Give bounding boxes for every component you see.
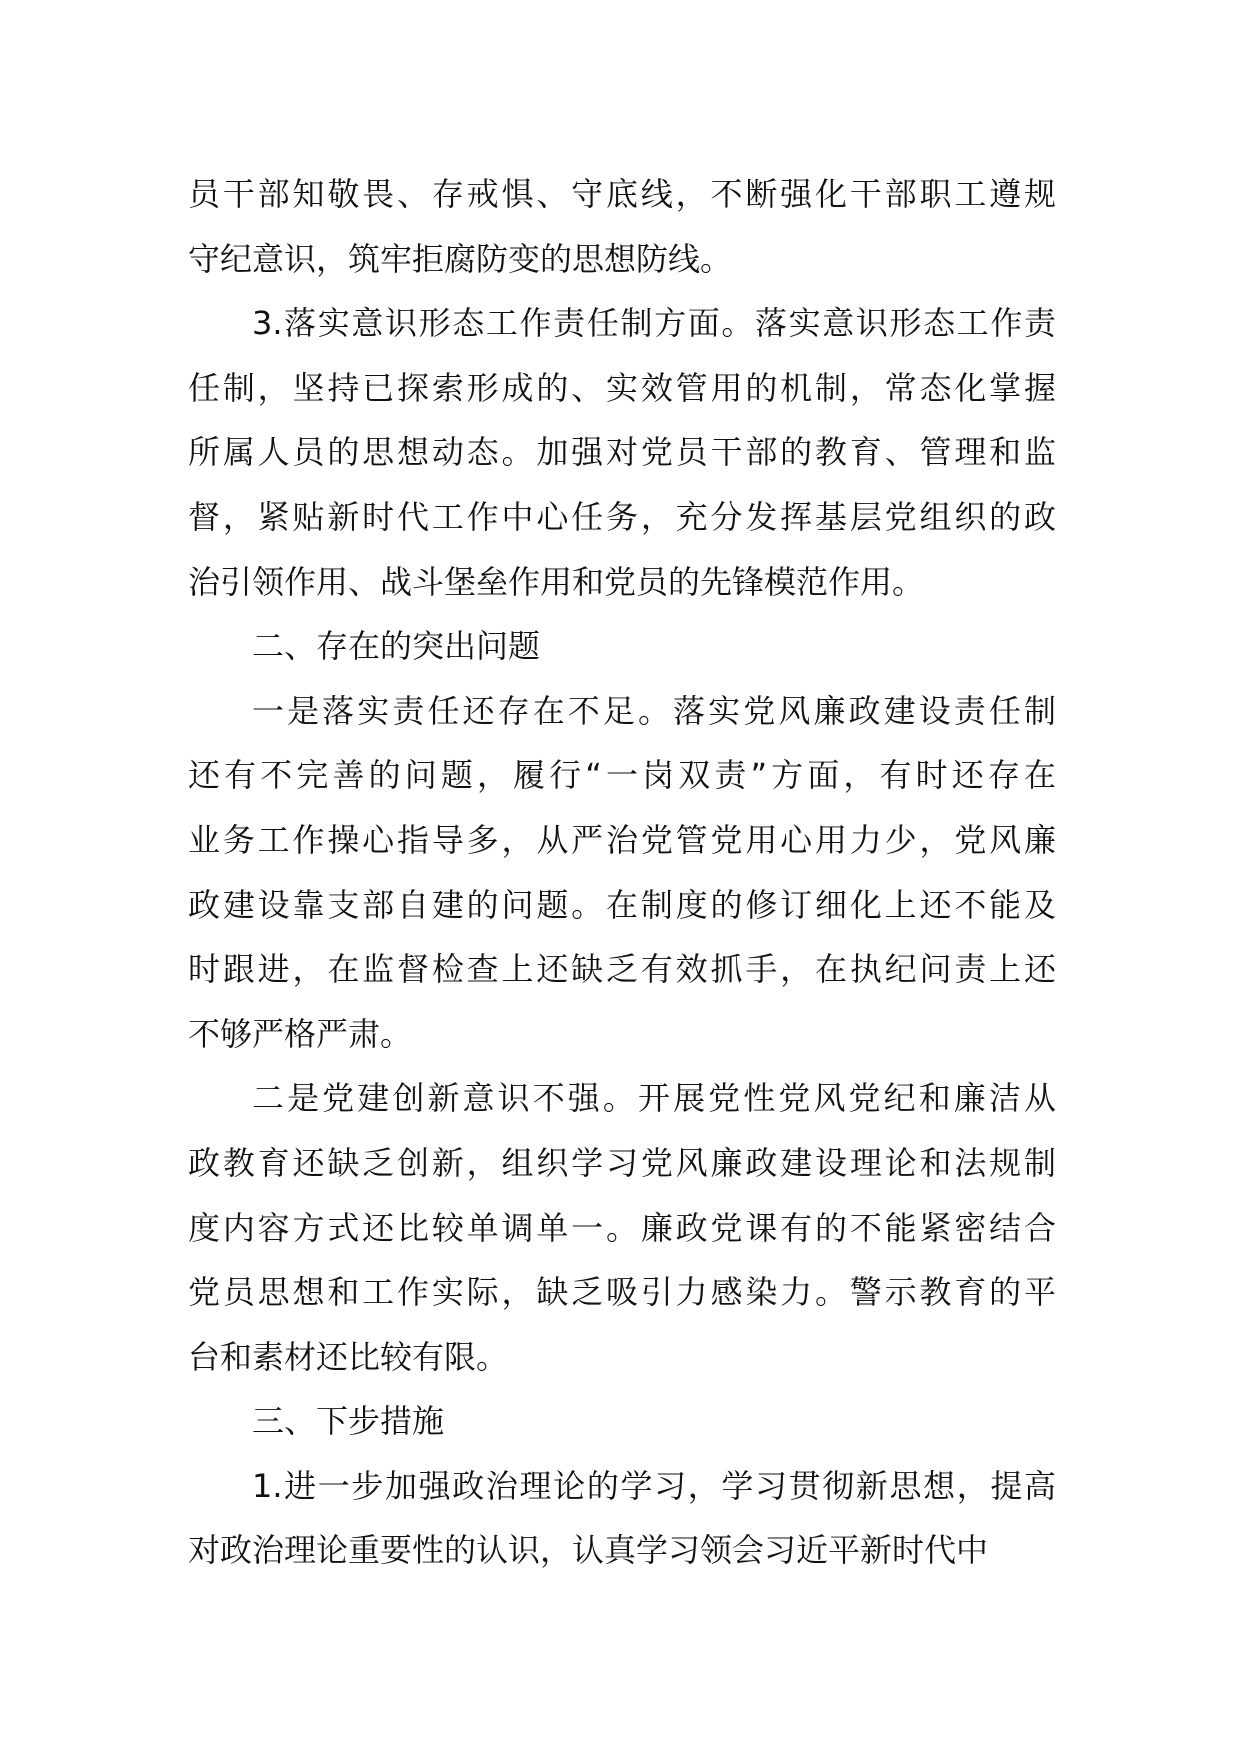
document-body — [188, 162, 1056, 1583]
text-line: 政建设靠支部自建的问题。在制度的修订细化上还不能及 — [188, 885, 1056, 924]
text-line: 不够严格严肃。 — [188, 1014, 413, 1053]
text-line: 度内容方式还比较单调单一。廉政党课有的不能紧密结合 — [188, 1208, 1056, 1247]
text-line: 治引领作用、战斗堡垒作用和党员的先锋模范作用。 — [188, 562, 925, 601]
text-line: 业务工作操心指导多，从严治党管党用心用力少，党风廉 — [188, 820, 1056, 859]
paragraph — [188, 162, 1056, 291]
text-line: 党员思想和工作实际，缺乏吸引力感染力。警示教育的平 — [188, 1273, 1056, 1312]
text-line: 任制，坚持已探索形成的、实效管用的机制，常态化掌握 — [188, 368, 1056, 407]
text-line: 二、存在的突出问题 — [252, 627, 541, 666]
paragraph — [188, 1066, 1056, 1389]
text-line: 政教育还缺乏创新，组织学习党风廉政建设理论和法规制 — [188, 1143, 1056, 1182]
paragraph — [188, 679, 1056, 1067]
text-line: 督，紧贴新时代工作中心任务，充分发挥基层党组织的政 — [188, 497, 1056, 536]
text-line: 1.进一步加强政治理论的学习，学习贯彻新思想，提高 — [252, 1466, 1056, 1505]
text-line: 3.落实意识形态工作责任制方面。落实意识形态工作责 — [252, 304, 1056, 343]
text-line: 员干部知敬畏、存戒惧、守底线，不断强化干部职工遵规 — [188, 175, 1056, 213]
text-line: 对政治理论重要性的认识，认真学习领会习近平新时代中 — [188, 1531, 989, 1570]
text-line: 三、下步措施 — [252, 1402, 445, 1441]
paragraph — [188, 291, 1056, 614]
text-line: 守纪意识，筑牢拒腐防变的思想防线。 — [188, 239, 733, 278]
text-line: 还有不完善的问题，履行“一岗双责”方面，有时还存在 — [188, 756, 1056, 795]
text-line: 所属人员的思想动态。加强对党员干部的教育、管理和监 — [188, 433, 1056, 472]
text-line: 时跟进，在监督检查上还缺乏有效抓手，在执纪问责上还 — [188, 950, 1056, 989]
section-heading — [188, 1389, 1056, 1454]
text-line: 一是落实责任还存在不足。落实党风廉政建设责任制 — [252, 691, 1056, 730]
paragraph — [188, 1454, 1056, 1583]
text-line: 二是党建创新意识不强。开展党性党风党纪和廉洁从 — [252, 1079, 1056, 1118]
text-line: 台和素材还比较有限。 — [188, 1337, 509, 1376]
section-heading — [188, 614, 1056, 679]
